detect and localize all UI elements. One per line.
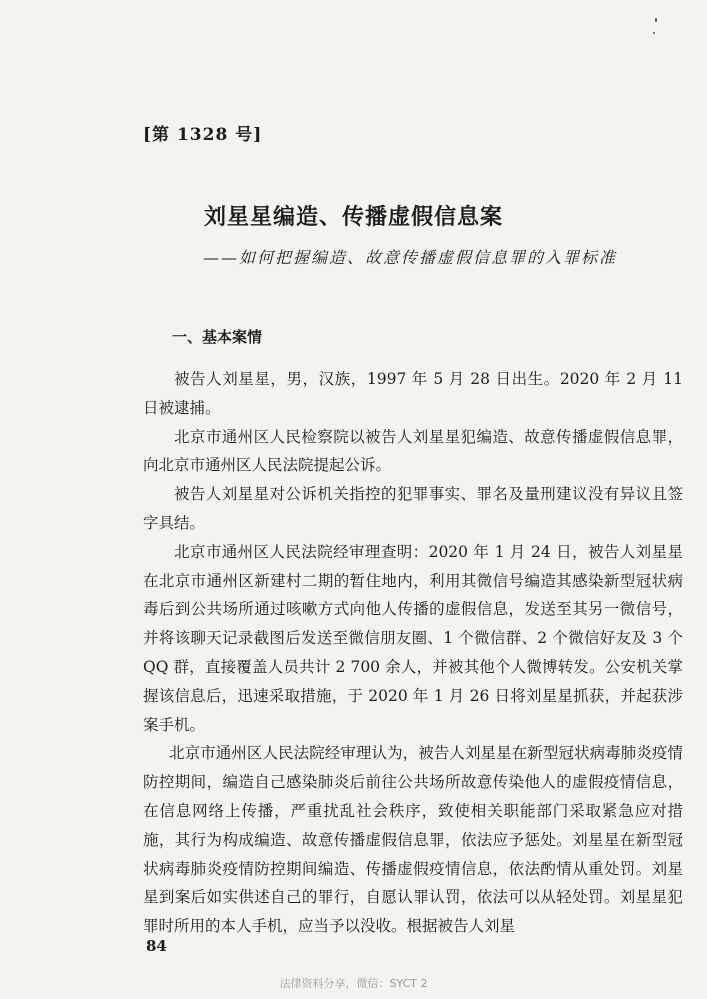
case-number: [第 1328 号] [143, 125, 263, 145]
page-number: 84 [146, 937, 167, 955]
case-subtitle: ——如何把握编造、故意传播虚假信息罪的入罪标准 [202, 248, 617, 267]
section-heading: 一、基本案情 [172, 328, 263, 346]
paragraph-defendant-info: 被告人刘星星，男，汉族，1997 年 5 月 28 日出生。2020 年 2 月 11 日被逮捕。 [143, 370, 683, 417]
body-text [143, 365, 683, 941]
paragraph-court-opinion: 北京市通州区人民法院经审理认为，被告人刘星星在新型冠状病毒肺炎疫情防控期间，编造自己感染肺炎后前往公共场所故意传染他人的虚假疫情信息，在信息网络上传播，严重扰乱社会秩序，致使相关职能部门采取紧急应对措施，其行为构成编造、故意传播虚假信息罪，依法应予惩处。刘星星在新型冠状病毒肺炎疫情防控期间编造、传播虚假疫情信息，依法酌情从重处罚。刘星星到案后如实供述自己的罪行，自愿认罪认罚，依法可以从轻处罚。刘星星犯罪时所用的本人手机，应当予以没收。根据被告人刘星 [143, 744, 683, 936]
case-title: 刘星星编造、传播虚假信息案 [203, 204, 503, 230]
scan-speck [653, 32, 655, 34]
scan-speck [655, 18, 657, 22]
watermark-text: 法律资料分享，微信：SYCT 2 [279, 977, 428, 990]
paragraph-prosecution: 北京市通州区人民检察院以被告人刘星星犯编造、故意传播虚假信息罪，向北京市通州区人民法院提起公诉。 [143, 427, 683, 475]
paragraph-plea: 被告人刘星星对公诉机关指控的犯罪事实、罪名及量刑建议没有异议且签字具结。 [143, 485, 683, 532]
paragraph-facts: 北京市通州区人民法院经审理查明：2020 年 1 月 24 日，被告人刘星星在北京市通州区新建村二期的暂住地内，利用其微信号编造其感染新型冠状病毒后到公共场所通过咳嗽方式向他人传播的虚假信息，发送至其另一微信号，并将该聊天记录截图后发送至微信朋友圈、1 个微信群、2 个微信好友及 3 个 QQ 群，直接覆盖人员共计 2 700 余人，并被其他个人微博转发。公安机关掌握该信息后，迅速采取措施，于 2020 年 1 月 26 日将刘星星抓获，并起获涉案手机。 [143, 542, 683, 734]
